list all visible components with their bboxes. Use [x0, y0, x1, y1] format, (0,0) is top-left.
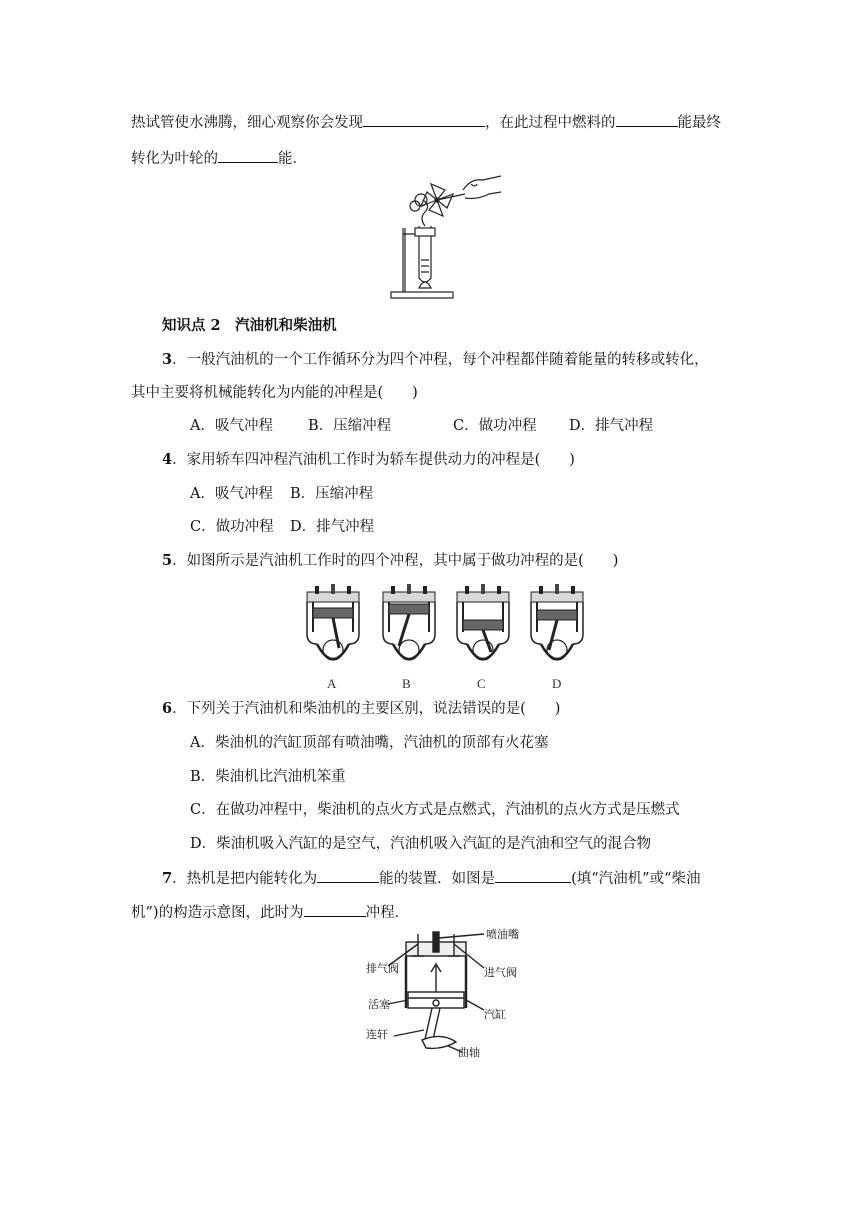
- diesel-engine-figure: [366, 926, 526, 1058]
- label-exhaust-valve: 排气阀: [366, 962, 399, 975]
- question-number: 3: [162, 351, 173, 368]
- q4-option-b[interactable]: B．压缩冲程: [290, 486, 374, 502]
- q4-stem-text: ．家用轿车四冲程汽油机工作时为轿车提供动力的冲程是( ): [172, 452, 575, 468]
- q7-stem-line1: [162, 868, 701, 889]
- q3-option-b[interactable]: B．压缩冲程: [308, 418, 392, 434]
- label-connecting-rod: 连轩: [366, 1028, 388, 1041]
- figure-label-a: A: [327, 676, 337, 691]
- figure-label-b: B: [402, 676, 411, 691]
- answer-blank[interactable]: [616, 112, 678, 127]
- answer-blank[interactable]: [495, 868, 571, 883]
- pinwheel-test-tube-figure: [385, 170, 505, 302]
- engine-a: [307, 584, 359, 660]
- q7-text-a: ．热机是把内能转化为: [172, 871, 318, 887]
- section-title: 知识点 2 汽油机和柴油机: [162, 317, 337, 334]
- q7-text-d: 机”)的构造示意图，此时为: [131, 905, 304, 921]
- q6-option-d[interactable]: D．柴油机吸入汽缸的是空气，汽油机吸入汽缸的是汽油和空气的混合物: [190, 836, 652, 852]
- q6-option-a[interactable]: A．柴油机的汽缸顶部有喷油嘴，汽油机的顶部有火花塞: [190, 735, 549, 751]
- q-prev-text-d: 转化为叶轮的: [131, 151, 218, 167]
- q3-stem-line1: [162, 350, 709, 370]
- question-number: 4: [162, 451, 173, 468]
- q7-text-b: 能的装置．如图是: [379, 871, 496, 887]
- label-crankshaft: 曲轴: [458, 1046, 480, 1058]
- figure-label-c: C: [477, 676, 486, 691]
- figure-label-d: D: [552, 676, 562, 691]
- label-piston: 活塞: [368, 998, 390, 1011]
- label-nozzle: 喷油嘴: [486, 928, 519, 941]
- q7-text-e: 冲程．: [365, 905, 410, 921]
- answer-blank[interactable]: [363, 112, 485, 127]
- question-number: 6: [162, 700, 173, 717]
- q-prev-text-b: ，在此过程中燃料的: [485, 115, 616, 131]
- q4-option-c[interactable]: C．做功冲程: [190, 519, 274, 535]
- q5-stem-text: ．如图所示是汽油机工作时的四个冲程，其中属于做功冲程的是( ): [172, 553, 619, 569]
- label-intake-valve: 进气阀: [484, 966, 517, 979]
- engine-c: [457, 584, 509, 660]
- q3-option-a[interactable]: A．吸气冲程: [190, 418, 273, 434]
- engine-d: [531, 584, 583, 660]
- q7-stem-line2: [131, 902, 409, 923]
- engine-b: [383, 584, 435, 660]
- q3-stem-line2: 其中主要将机械能转化为内能的冲程是( ): [131, 385, 418, 401]
- q3-option-d[interactable]: D．排气冲程: [569, 418, 654, 434]
- engine-strokes-figure: [295, 580, 585, 676]
- q7-text-c: (填“汽油机”或“柴油: [571, 871, 701, 887]
- q6-option-b[interactable]: B．柴油机比汽油机笨重: [190, 769, 346, 785]
- answer-blank[interactable]: [304, 902, 366, 917]
- q-prev-text-c: 能最终: [677, 115, 721, 131]
- q6-stem-text: ．下列关于汽油机和柴油机的主要区别，说法错误的是( ): [172, 701, 561, 717]
- q-prev-text-a: 热试管使水沸腾，细心观察你会发现: [131, 115, 363, 131]
- q-prev-line1: [131, 112, 721, 133]
- answer-blank[interactable]: [218, 148, 278, 163]
- q4-option-d[interactable]: D．排气冲程: [290, 519, 375, 535]
- q6-option-c[interactable]: C．在做功冲程中，柴油机的点火方式是点燃式，汽油机的点火方式是压燃式: [190, 802, 680, 818]
- q5-stem: [162, 551, 618, 571]
- q-prev-line2: [131, 148, 307, 169]
- question-number: 5: [162, 552, 173, 569]
- q4-option-a[interactable]: A．吸气冲程: [190, 486, 273, 502]
- q6-stem: [162, 699, 560, 719]
- answer-blank[interactable]: [317, 868, 379, 883]
- q4-stem: [162, 450, 575, 470]
- question-number: 7: [162, 870, 173, 887]
- q3-stem-text: ．一般汽油机的一个工作循环分为四个冲程，每个冲程都伴随着能量的转移或转化，: [172, 352, 709, 368]
- label-cylinder: 汽缸: [484, 1008, 506, 1021]
- q-prev-text-e: 能．: [278, 151, 307, 167]
- q3-option-c[interactable]: C．做功冲程: [453, 418, 537, 434]
